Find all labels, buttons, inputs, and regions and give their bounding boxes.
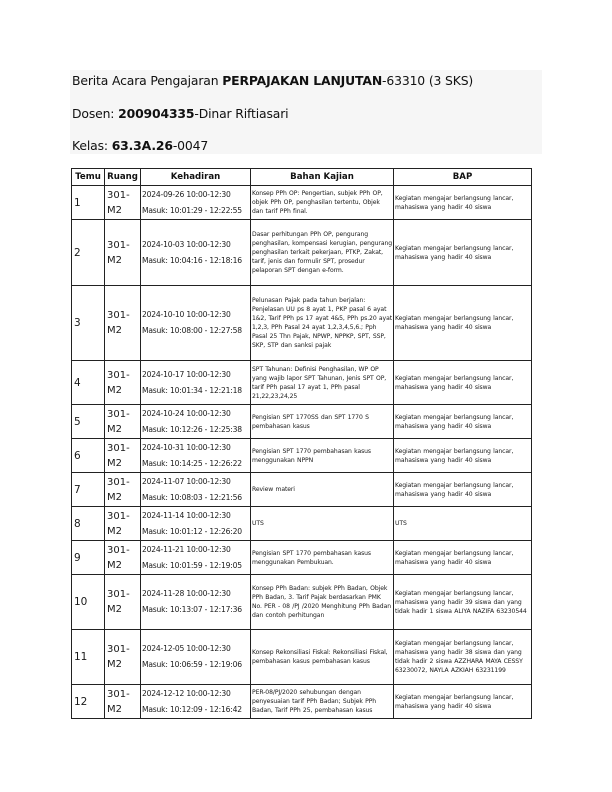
- table-row: [72, 473, 532, 507]
- kehadiran-cell: [141, 541, 251, 575]
- ruang-cell: 301-M2: [105, 473, 141, 507]
- kehadiran-cell: [141, 439, 251, 473]
- table-body: [72, 186, 532, 719]
- temu-cell: 9: [72, 541, 105, 575]
- bap-cell: Kegiatan mengajar berlangsung lancar, mahasiswa yang hadir 39 siswa dan yang tidak hadir 1 siswa ALIYA NAZIFA 63230544: [394, 575, 532, 630]
- check-in-time: Masuk: 10:01:29 - 12:22:55: [142, 205, 242, 215]
- bahan-kajian-cell: Pengisian SPT 1770 pembahasan kasus menggunakan Pembukuan.: [251, 541, 394, 575]
- check-in-time: Masuk: 10:13:07 - 12:17:36: [142, 605, 242, 614]
- ruang-cell: 301-M2: [105, 630, 141, 685]
- column-header-bahan-kajian: Bahan Kajian: [251, 169, 394, 186]
- bahan-kajian-cell: UTS: [251, 507, 394, 541]
- table-row: [72, 507, 532, 541]
- temu-cell: 1: [72, 186, 105, 220]
- table-row: [72, 286, 532, 361]
- bap-cell: Kegiatan mengajar berlangsung lancar, mahasiswa yang hadir 40 siswa: [394, 286, 532, 361]
- ruang-cell: 301-M2: [105, 186, 141, 220]
- table-row: [72, 405, 532, 439]
- temu-cell: 10: [72, 575, 105, 630]
- check-in-time: Masuk: 10:12:09 - 12:16:42: [142, 704, 242, 714]
- schedule-time: 2024-11-07 10:00-12:30: [142, 476, 231, 486]
- ruang-cell: 301-M2: [105, 575, 141, 630]
- ruang-cell: 301-M2: [105, 286, 141, 361]
- bahan-kajian-cell: SPT Tahunan: Definisi Penghasilan, WP OP yang wajib lapor SPT Tahunan, Jenis SPT OP, tarif PPh pasal 17 ayat 1, PPh pasal 21,22,23,24,25: [251, 361, 394, 405]
- lecturer-line: [72, 106, 288, 121]
- check-in-time: Masuk: 10:01:12 - 12:26:20: [142, 526, 242, 536]
- bap-cell: Kegiatan mengajar berlangsung lancar, mahasiswa yang hadir 40 siswa: [394, 361, 532, 405]
- column-header-kehadiran: Kehadiran: [141, 169, 251, 186]
- temu-cell: 2: [72, 220, 105, 286]
- title-prefix: Berita Acara Pengajaran: [72, 73, 223, 88]
- class-line: [72, 138, 208, 153]
- ruang-cell: 301-M2: [105, 541, 141, 575]
- temu-cell: 8: [72, 507, 105, 541]
- kelas-label: Kelas:: [72, 138, 112, 153]
- kehadiran-cell: [141, 220, 251, 286]
- bahan-kajian-cell: Dasar perhitungan PPh OP, pengurang penghasilan, kompensasi kerugian, pengurang penghasilan terkait pekerjaan, PTKP, Zakat, tarif, jenis dan formulir SPT, prosedur pelaporan SPT dengan e-form.: [251, 220, 394, 286]
- bap-cell: UTS: [394, 507, 532, 541]
- kehadiran-cell: [141, 507, 251, 541]
- kehadiran-cell: [141, 575, 251, 630]
- attendance-table: [71, 168, 532, 719]
- bap-cell: Kegiatan mengajar berlangsung lancar, mahasiswa yang hadir 40 siswa: [394, 220, 532, 286]
- bap-cell: Kegiatan mengajar berlangsung lancar, mahasiswa yang hadir 40 siswa: [394, 439, 532, 473]
- temu-cell: 7: [72, 473, 105, 507]
- kehadiran-cell: [141, 685, 251, 719]
- bap-cell: Kegiatan mengajar berlangsung lancar, mahasiswa yang hadir 40 siswa: [394, 186, 532, 220]
- temu-cell: 3: [72, 286, 105, 361]
- kehadiran-cell: [141, 186, 251, 220]
- dosen-label: Dosen:: [72, 106, 119, 121]
- check-in-time: Masuk: 10:08:00 - 12:27:58: [142, 326, 242, 335]
- ruang-cell: 301-M2: [105, 439, 141, 473]
- bap-cell: Kegiatan mengajar berlangsung lancar, mahasiswa yang hadir 38 siswa dan yang tidak hadir 2 siswa AZZHARA MAYA CESSY 63230072, NAYLA AZKIAH 63231199: [394, 630, 532, 685]
- schedule-time: 2024-10-10 10:00-12:30: [142, 310, 231, 319]
- check-in-time: Masuk: 10:14:25 - 12:26:22: [142, 458, 242, 468]
- table-row: [72, 541, 532, 575]
- schedule-time: 2024-09-26 10:00-12:30: [142, 189, 231, 199]
- schedule-time: 2024-10-03 10:00-12:30: [142, 239, 231, 249]
- table-header-row: [72, 169, 532, 186]
- schedule-time: 2024-12-05 10:00-12:30: [142, 644, 231, 653]
- bap-cell: Kegiatan mengajar berlangsung lancar, mahasiswa yang hadir 40 siswa: [394, 685, 532, 719]
- schedule-time: 2024-10-31 10:00-12:30: [142, 442, 231, 452]
- bap-cell: Kegiatan mengajar berlangsung lancar, mahasiswa yang hadir 40 siswa: [394, 473, 532, 507]
- course-name: PERPAJAKAN LANJUTAN: [222, 73, 383, 88]
- bahan-kajian-cell: Pengisian SPT 1770 pembahasan kasus menggunakan NPPN: [251, 439, 394, 473]
- kelas-suffix: -0047: [172, 138, 209, 153]
- ruang-cell: 301-M2: [105, 405, 141, 439]
- bap-cell: Kegiatan mengajar berlangsung lancar, mahasiswa yang hadir 40 siswa: [394, 405, 532, 439]
- kehadiran-cell: [141, 630, 251, 685]
- schedule-time: 2024-11-14 10:00-12:30: [142, 510, 231, 520]
- table-row: [72, 575, 532, 630]
- ruang-cell: 301-M2: [105, 507, 141, 541]
- ruang-cell: 301-M2: [105, 361, 141, 405]
- course-title-line: [72, 73, 473, 88]
- document-header: [70, 70, 542, 154]
- kehadiran-cell: [141, 361, 251, 405]
- temu-cell: 6: [72, 439, 105, 473]
- table-row: [72, 186, 532, 220]
- temu-cell: 12: [72, 685, 105, 719]
- table-row: [72, 439, 532, 473]
- table-row: [72, 630, 532, 685]
- schedule-time: 2024-10-17 10:00-12:30: [142, 369, 231, 379]
- kehadiran-cell: [141, 405, 251, 439]
- bap-cell: Kegiatan mengajar berlangsung lancar, mahasiswa yang hadir 40 siswa: [394, 541, 532, 575]
- bahan-kajian-cell: Konsep PPh OP: Pengertian, subjek PPh OP, objek PPh OP, penghasilan tertentu, Objek dan tarif PPh final.: [251, 186, 394, 220]
- table-row: [72, 220, 532, 286]
- bahan-kajian-cell: Konsep Rekonsiliasi Fiskal: Rekonsiliasi Fiskal, pembahasan kasus pembahasan kasus: [251, 630, 394, 685]
- check-in-time: Masuk: 10:01:59 - 12:19:05: [142, 560, 242, 570]
- column-header-ruang: Ruang: [105, 169, 141, 186]
- check-in-time: Masuk: 10:06:59 - 12:19:06: [142, 660, 242, 669]
- ruang-cell: 301-M2: [105, 220, 141, 286]
- table-row: [72, 685, 532, 719]
- course-code: -63310 (3 SKS): [382, 73, 474, 88]
- column-header-bap: BAP: [394, 169, 532, 186]
- schedule-time: 2024-10-24 10:00-12:30: [142, 408, 231, 418]
- dosen-id: 200904335: [118, 106, 195, 121]
- kehadiran-cell: [141, 286, 251, 361]
- temu-cell: 5: [72, 405, 105, 439]
- kehadiran-cell: [141, 473, 251, 507]
- schedule-time: 2024-12-12 10:00-12:30: [142, 688, 231, 698]
- bahan-kajian-cell: Konsep PPh Badan: subjek PPh Badan, Objek PPh Badan, 3. Tarif Pajak berdasarkan PMK No. PER - 08 /PJ /2020 Menghitung PPh Badan dan contoh perhitungan: [251, 575, 394, 630]
- schedule-time: 2024-11-21 10:00-12:30: [142, 544, 231, 554]
- table-row: [72, 361, 532, 405]
- temu-cell: 4: [72, 361, 105, 405]
- dosen-name: -Dinar Riftiasari: [194, 106, 289, 121]
- column-header-temu: Temu: [72, 169, 105, 186]
- check-in-time: Masuk: 10:08:03 - 12:21:56: [142, 492, 242, 502]
- ruang-cell: 301-M2: [105, 685, 141, 719]
- check-in-time: Masuk: 10:04:16 - 12:18:16: [142, 255, 242, 265]
- bahan-kajian-cell: PER-08/PJ/2020 sehubungan dengan penyesuaian tarif PPh Badan; Subjek PPh Badan, Tarif PPh 25, pembahasan kasus: [251, 685, 394, 719]
- kelas-code: 63.3A.26: [111, 138, 173, 153]
- check-in-time: Masuk: 10:01:34 - 12:21:18: [142, 385, 242, 395]
- temu-cell: 11: [72, 630, 105, 685]
- bahan-kajian-cell: Pelunasan Pajak pada tahun berjalan: Penjelasan UU ps 8 ayat 1, PKP pasal 6 ayat 1&2, Tarif PPh ps 17 ayat 4&5, PPh ps.20 ayat 1,2,3, PPh Pasal 24 ayat 1,2,3,4,5,6.; Pph Pasal 25 Thn Pajak, NPWP, NPPKP, SPT, SSP, SKP, STP dan sanksi pajak: [251, 286, 394, 361]
- schedule-time: 2024-11-28 10:00-12:30: [142, 589, 231, 598]
- check-in-time: Masuk: 10:12:26 - 12:25:38: [142, 424, 242, 434]
- bahan-kajian-cell: Review materi: [251, 473, 394, 507]
- bahan-kajian-cell: Pengisian SPT 1770SS dan SPT 1770 S pembahasan kasus: [251, 405, 394, 439]
